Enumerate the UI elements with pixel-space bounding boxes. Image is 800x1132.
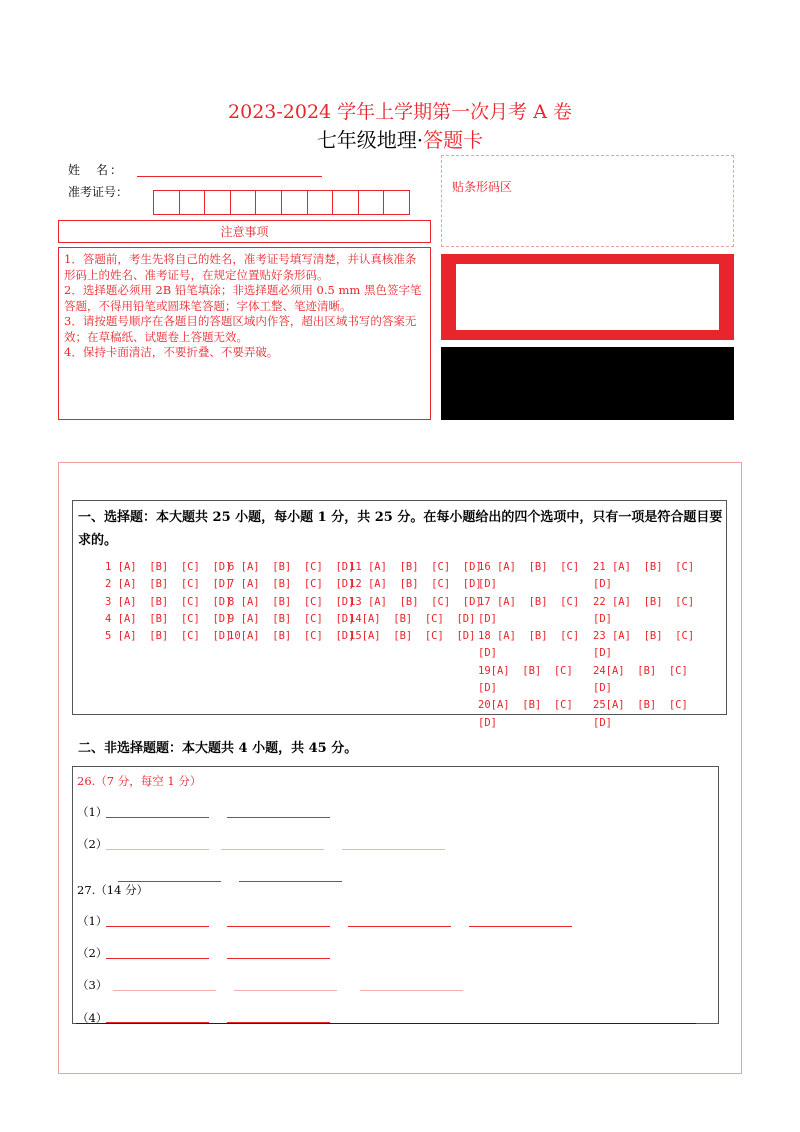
id-number-boxes	[153, 190, 409, 215]
section2-heading: 二、非选择题题：本大题共 4 小题，共 45 分。	[78, 741, 358, 756]
answer-line[interactable]	[348, 926, 451, 927]
answer-line[interactable]	[227, 817, 330, 818]
notice-item: 4．保持卡面清洁，不要折叠、不要弄破。	[64, 345, 279, 359]
q27-label: 27.（14 分）	[77, 883, 149, 897]
black-block	[441, 347, 734, 420]
q27-sub2-label: （2）	[77, 946, 108, 960]
choice-column[interactable]: 21 [A] [B] [C] [D] 22 [A] [B] [C] [D] 23 [A] [B] [C] [D] 24[A] [B] [C] [D] 25[A] [B] [C] [D]	[593, 561, 695, 729]
card-title-subject: 七年级地理·	[316, 128, 424, 152]
notice-item: 3．请按题号顺序在各题目的答题区域内作答，超出区域书写的答案无效；在草稿纸、试题卷上答题无效。	[64, 314, 417, 344]
answer-line[interactable]	[106, 926, 209, 927]
choice-column[interactable]: 6 [A] [B] [C] [D] 7 [A] [B] [C] [D] 8 [A] [B] [C] [D] 9 [A] [B] [C] [D] 10[A] [B] [C] [D]	[228, 561, 355, 643]
answer-line[interactable]	[227, 926, 330, 927]
id-digit-box[interactable]	[255, 190, 282, 215]
answer-line[interactable]	[221, 849, 324, 850]
q27-sub3-label: （3）	[77, 978, 108, 992]
notice-item: 1．答题前，考生先将自己的姓名，准考证号填写清楚，并认真核准条形码上的姓名、准考证号，在规定位置贴好条形码。	[64, 252, 417, 282]
answer-line[interactable]	[227, 958, 330, 959]
id-digit-box[interactable]	[383, 190, 410, 215]
id-digit-box[interactable]	[307, 190, 334, 215]
barcode-label: 贴条形码区	[452, 180, 513, 194]
answer-line[interactable]	[106, 958, 209, 959]
notice-title: 注意事项	[58, 220, 431, 243]
exam-title: 2023-2024 学年上学期第一次月考 A 卷	[228, 101, 572, 123]
answer-line[interactable]	[113, 990, 216, 991]
id-digit-box[interactable]	[179, 190, 206, 215]
id-digit-box[interactable]	[204, 190, 231, 215]
id-digit-box[interactable]	[153, 190, 180, 215]
q26-sub1-label: （1）	[77, 805, 108, 819]
id-digit-box[interactable]	[358, 190, 385, 215]
answer-line[interactable]	[469, 926, 572, 927]
id-digit-box[interactable]	[281, 190, 308, 215]
answer-line[interactable]	[239, 881, 342, 882]
q26-label: 26.（7 分，每空 1 分）	[77, 774, 202, 788]
answer-line[interactable]	[106, 849, 209, 850]
name-label	[68, 161, 124, 178]
id-digit-box[interactable]	[230, 190, 257, 215]
answer-line[interactable]	[106, 817, 209, 818]
name-field[interactable]	[137, 176, 322, 177]
q27-sub4-label: （4）	[77, 1011, 108, 1025]
absence-mark-inner	[456, 264, 719, 330]
notice-item: 2．选择题必须用 2B 铅笔填涂；非选择题必须用 0.5 mm 黑色签字笔答题，不得用铅笔或圆珠笔答题；字体工整、笔迹清晰。	[64, 283, 422, 313]
answer-line[interactable]	[360, 990, 463, 991]
barcode-area	[441, 155, 734, 247]
card-title-suffix: 答题卡	[423, 128, 484, 152]
name-label-a: 姓	[68, 163, 83, 177]
id-label: 准考证号：	[68, 185, 129, 199]
notice-box	[58, 247, 431, 420]
choice-column[interactable]: 1 [A] [B] [C] [D] 2 [A] [B] [C] [D] 3 [A] [B] [C] [D] 4 [A] [B] [C] [D] 5 [A] [B] [C] [D]	[105, 561, 232, 643]
card-title	[0, 124, 800, 153]
section1-heading: 一、选择题：本大题共 25 小题，每小题 1 分，共 25 分。在每小题给出的四个选项中，只有一项是符合题目要求的。	[78, 510, 723, 548]
section-bottom-rule	[76, 1023, 696, 1024]
q26-sub2-label: （2）	[77, 837, 108, 851]
answer-line[interactable]	[234, 990, 337, 991]
q27-sub1-label: （1）	[77, 914, 108, 928]
choice-column[interactable]: 16 [A] [B] [C] [D] 17 [A] [B] [C] [D] 18 [A] [B] [C] [D] 19[A] [B] [C] [D] 20[A] [B] [C] [D]	[478, 561, 580, 729]
free-response-box	[72, 766, 719, 1024]
name-label-b: 名：	[96, 163, 125, 177]
answer-line[interactable]	[342, 849, 445, 850]
choice-column[interactable]: 11 [A] [B] [C] [D] 12 [A] [B] [C] [D] 13 [A] [B] [C] [D] 14[A] [B] [C] [D] 15[A] [B] [C] [D]	[349, 561, 482, 643]
id-digit-box[interactable]	[332, 190, 359, 215]
